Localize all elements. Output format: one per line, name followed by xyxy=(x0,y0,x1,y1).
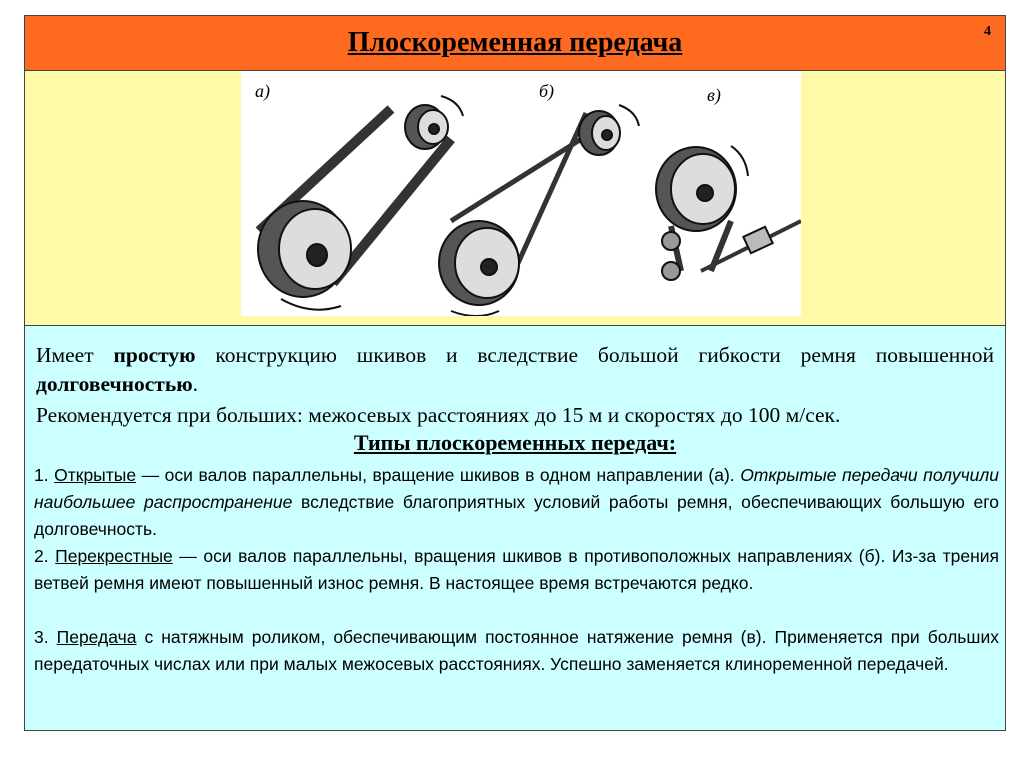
item-number: 3. xyxy=(34,627,49,647)
figure-label-a: а) xyxy=(255,81,270,101)
intro-paragraph-1 xyxy=(36,341,994,399)
intro-bold-simple: простую xyxy=(113,343,196,367)
page-number: 4 xyxy=(984,24,991,39)
item-term: Перекрестные xyxy=(55,546,173,566)
intro-bold-durability: долговечностью xyxy=(36,372,193,396)
crossed-drive-drawing xyxy=(439,105,639,316)
intro-paragraph-2: Рекомендуется при больших: межосевых расстояниях до 15 м и скоростях до 100 м/сек. xyxy=(36,403,841,427)
item-italic-text: Открытые передачи получили наибольшее распространение xyxy=(34,465,999,512)
item-text: — оси валов параллельны, вращение шкивов в одном направлении (а). xyxy=(136,465,741,485)
item-text: — оси валов параллельны, вращения шкивов в противоположных направлениях (б). Из-за трения ветвей ремня имеют повышенный износ ремня. В настоящее время встречаются редко. xyxy=(34,546,999,593)
type-item-1 xyxy=(34,462,999,543)
item-number: 1. xyxy=(34,465,49,485)
intro-text: . xyxy=(192,372,199,396)
type-item-2 xyxy=(34,543,999,597)
figure-label-b: б) xyxy=(539,81,555,101)
item-text: вследствие благоприятных условий работы ремня, обеспечивающих большую его долговечность. xyxy=(34,492,999,539)
item-term: Открытые xyxy=(54,465,137,485)
belt-drive-figure xyxy=(241,71,801,316)
intro-text: Имеет xyxy=(36,343,94,367)
intro-text: конструкцию шкивов и вследствие большой гибкости ремня повышенной xyxy=(215,343,995,367)
open-drive-drawing xyxy=(258,96,463,310)
item-number: 2. xyxy=(34,546,49,566)
item-term: Передача xyxy=(56,627,137,647)
figure-panel xyxy=(24,71,1006,325)
type-item-3 xyxy=(34,624,999,678)
slide-header xyxy=(24,15,1006,71)
item-text: с натяжным роликом, обеспечивающим постоянное натяжение ремня (в). Применяется при больших передаточных числах или при малых межосевых расстояниях. Успешно заменяется клиноременной передачей. xyxy=(34,627,999,674)
belt-drives-illustration xyxy=(241,71,801,316)
slide-title: Плоскоременная передача xyxy=(347,27,683,58)
types-heading: Типы плоскоременных передач: xyxy=(353,430,677,455)
idler-drive-drawing xyxy=(656,146,801,280)
figure-label-v: в) xyxy=(707,85,721,105)
text-panel xyxy=(24,325,1006,731)
